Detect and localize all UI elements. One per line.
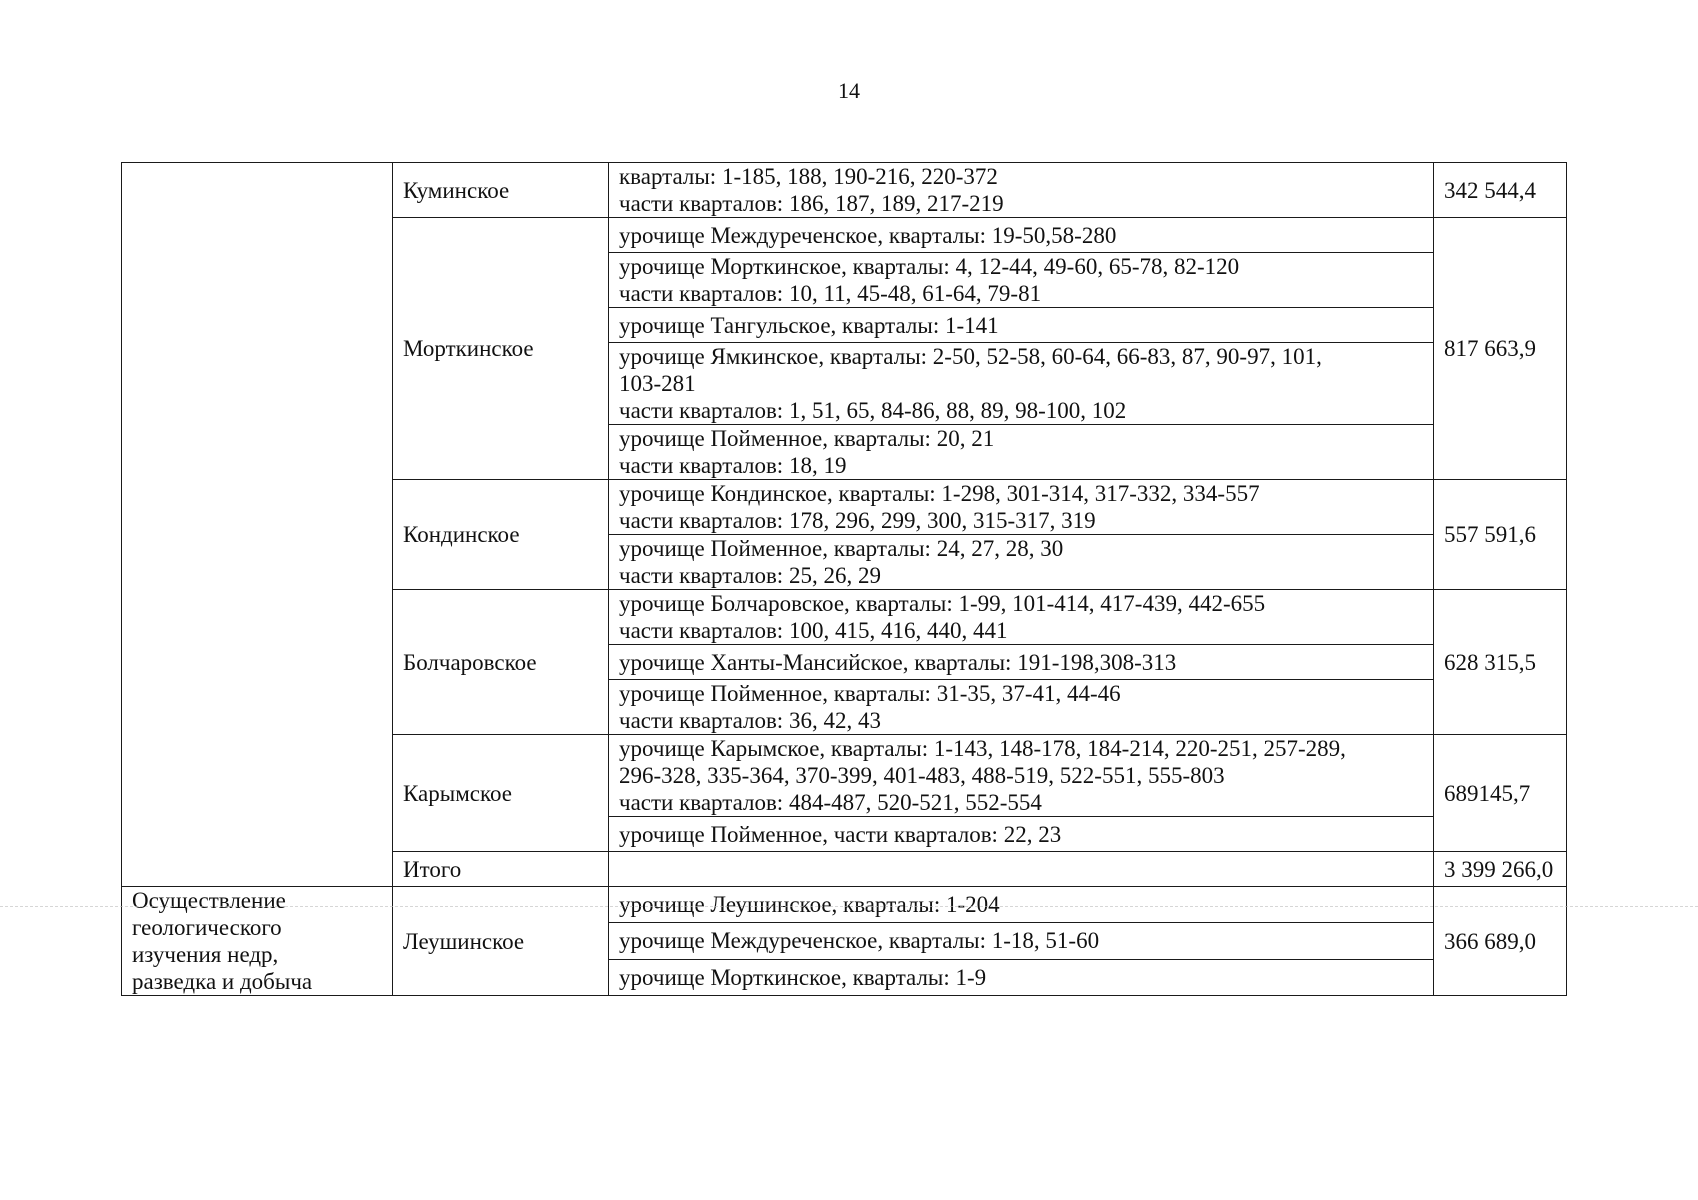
- description-line: части кварталов: 10, 11, 45-48, 61-64, 79-81: [619, 281, 1042, 306]
- quarter-description: [609, 253, 1434, 308]
- forestry-name: Болчаровское: [393, 590, 609, 735]
- description-line: части кварталов: 1, 51, 65, 84-86, 88, 89, 98-100, 102: [619, 398, 1127, 423]
- description-line: урочище Морткинское, кварталы: 1-9: [619, 964, 987, 990]
- use-type-cell: [122, 163, 393, 887]
- table-row: [122, 887, 1567, 923]
- description-line: 103-281: [619, 371, 696, 396]
- description-line: части кварталов: 36, 42, 43: [619, 708, 881, 733]
- description-line: части кварталов: 178, 296, 299, 300, 315-317, 319: [619, 508, 1096, 533]
- use-type-line: Осуществление: [132, 888, 286, 913]
- description-line: урочище Междуреченское, кварталы: 19-50,58-280: [619, 222, 1117, 248]
- description-line: части кварталов: 25, 26, 29: [619, 563, 881, 588]
- forestry-name: Куминское: [393, 163, 609, 218]
- quarter-description: [609, 218, 1434, 253]
- page-number: 14: [838, 78, 860, 103]
- description-line: 296-328, 335-364, 370-399, 401-483, 488-519, 522-551, 555-803: [619, 763, 1225, 788]
- quarter-description: [609, 959, 1434, 995]
- forestry-name: Кондинское: [393, 480, 609, 590]
- description-line: урочище Карымское, кварталы: 1-143, 148-178, 184-214, 220-251, 257-289,: [619, 736, 1346, 761]
- area-value: 689145,7: [1434, 735, 1567, 852]
- description-line: урочище Пойменное, кварталы: 31-35, 37-41, 44-46: [619, 681, 1121, 706]
- scan-artifact-line: [0, 906, 1698, 907]
- area-value: 3 399 266,0: [1434, 852, 1567, 887]
- use-type-line: изучения недр,: [132, 942, 279, 967]
- quarter-description: [609, 480, 1434, 535]
- table-row: [122, 163, 1567, 218]
- description-line: урочище Пойменное, кварталы: 24, 27, 28, 30: [619, 536, 1064, 561]
- description-line: урочище Пойменное, части кварталов: 22, 23: [619, 821, 1062, 847]
- area-value: 342 544,4: [1434, 163, 1567, 218]
- forestry-table: [121, 162, 1567, 996]
- description-line: урочище Ханты-Мансийское, кварталы: 191-198,308-313: [619, 649, 1177, 675]
- forestry-name: Карымское: [393, 735, 609, 852]
- description-line: урочище Болчаровское, кварталы: 1-99, 101-414, 417-439, 442-655: [619, 591, 1266, 616]
- forestry-name: Леушинское: [393, 887, 609, 996]
- use-type-cell: [122, 887, 393, 996]
- forestry-name: Итого: [393, 852, 609, 887]
- description-line: урочище Тангульское, кварталы: 1-141: [619, 312, 999, 338]
- quarter-description: [609, 343, 1434, 425]
- area-value: 557 591,6: [1434, 480, 1567, 590]
- quarter-description: [609, 735, 1434, 817]
- description-line: урочище Ямкинское, кварталы: 2-50, 52-58, 60-64, 66-83, 87, 90-97, 101,: [619, 344, 1322, 369]
- area-value: 366 689,0: [1434, 887, 1567, 996]
- description-line: части кварталов: 484-487, 520-521, 552-554: [619, 790, 1042, 815]
- use-type-line: разведка и добыча: [132, 969, 313, 994]
- quarter-description: [609, 163, 1434, 218]
- description-line: кварталы: 1-185, 188, 190-216, 220-372: [619, 164, 998, 189]
- quarter-description: [609, 308, 1434, 343]
- use-type-line: геологического: [132, 915, 282, 940]
- description-line: урочище Морткинское, кварталы: 4, 12-44, 49-60, 65-78, 82-120: [619, 254, 1240, 279]
- quarter-description: [609, 923, 1434, 959]
- quarter-description: [609, 680, 1434, 735]
- description-line: урочище Междуреченское, кварталы: 1-18, 51-60: [619, 928, 1100, 954]
- area-value: 817 663,9: [1434, 218, 1567, 480]
- quarter-description: [609, 817, 1434, 852]
- description-line: урочище Леушинское, кварталы: 1-204: [619, 892, 1000, 918]
- quarter-description: [609, 425, 1434, 480]
- description-line: урочище Пойменное, кварталы: 20, 21: [619, 426, 995, 451]
- quarter-description: [609, 887, 1434, 923]
- area-value: 628 315,5: [1434, 590, 1567, 735]
- description-line: урочище Кондинское, кварталы: 1-298, 301-314, 317-332, 334-557: [619, 481, 1260, 506]
- quarter-description: [609, 645, 1434, 680]
- quarter-description: [609, 852, 1434, 887]
- description-line: [619, 856, 1423, 883]
- description-line: части кварталов: 100, 415, 416, 440, 441: [619, 618, 1008, 643]
- description-line: части кварталов: 186, 187, 189, 217-219: [619, 191, 1004, 216]
- forestry-name: Морткинское: [393, 218, 609, 480]
- description-line: части кварталов: 18, 19: [619, 453, 847, 478]
- quarter-description: [609, 535, 1434, 590]
- quarter-description: [609, 590, 1434, 645]
